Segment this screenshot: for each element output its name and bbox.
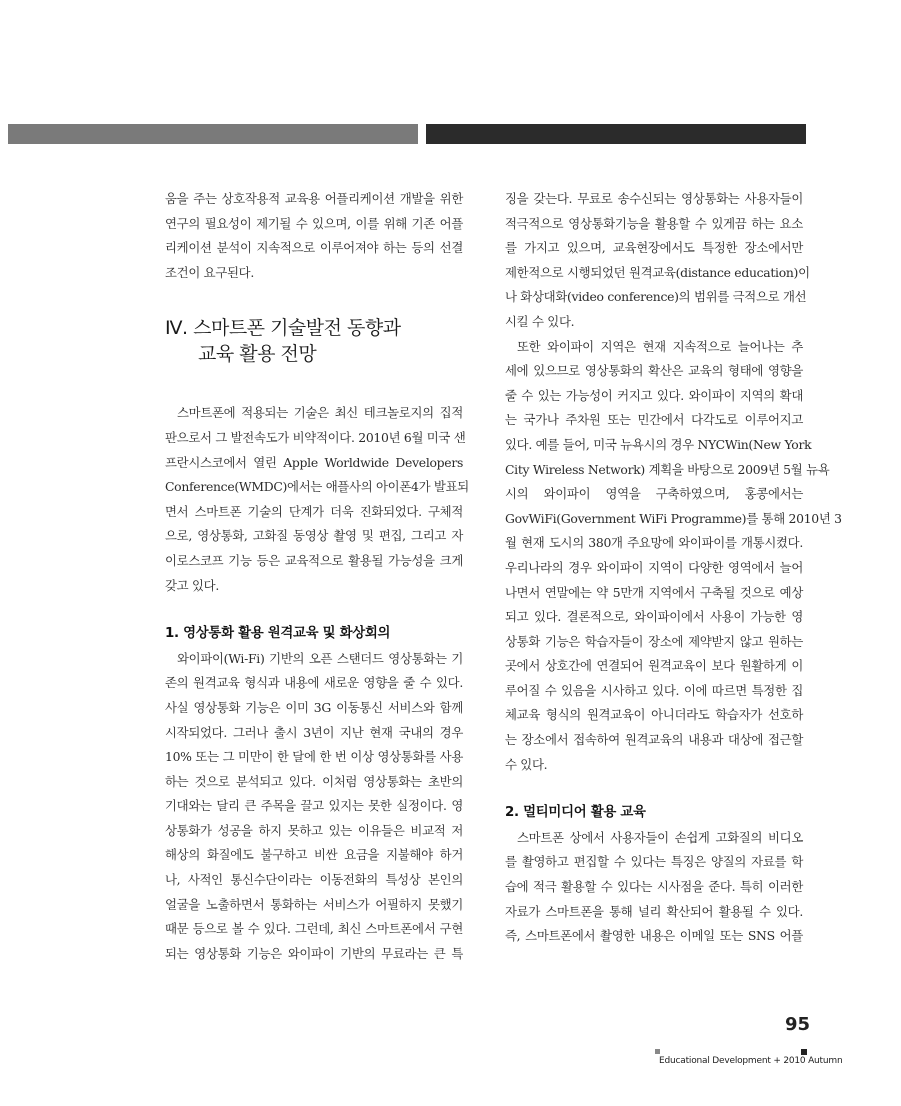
section-heading-line1: Ⅳ. 스마트폰 기술발전 동향과: [165, 317, 401, 340]
text-line: 또한 와이파이 지역은 현재 지속적으로 늘어나는 추: [517, 338, 803, 354]
text-line: 수 있다.: [505, 756, 548, 772]
footer-square-icon: [801, 1049, 807, 1055]
text-line: 루어질 수 있음을 시사하고 있다. 이에 따르면 특정한 집: [505, 682, 803, 698]
text-line: 스마트폰에 적용되는 기술은 최신 테크놀로지의 집적: [177, 405, 463, 421]
subsection2-paragraph: [505, 826, 803, 949]
text-line: 기대와는 달리 큰 주목을 끌고 있지는 못한 실정이다. 영: [165, 798, 463, 814]
text-line: 하는 것으로 분석되고 있다. 이처럼 영상통화는 초반의: [165, 773, 463, 789]
text-line: 면서 스마트폰 기술의 단계가 더욱 진화되었다. 구체적: [165, 503, 463, 519]
text-line: Conference(WMDC)에서는 애플사의 아이폰4가 발표되: [165, 479, 469, 495]
text-line: 때문 등으로 볼 수 있다. 그런데, 최신 스마트폰에서 구현: [165, 921, 463, 937]
text-line: 는 국가나 주차원 또는 민간에서 다각도로 이루어지고: [505, 412, 803, 428]
subsection-heading-2: 2. 멀티미디어 활용 교육: [505, 805, 646, 821]
text-line: 프란시스코에서 열린 Apple Worldwide Developers: [165, 454, 463, 470]
text-line: 으로, 영상통화, 고화질 동영상 촬영 및 편집, 그리고 자: [165, 528, 463, 544]
text-line: 즉, 스마트폰에서 촬영한 내용은 이메일 또는 SNS 어플: [505, 928, 803, 944]
text-line: 시의 와이파이 영역을 구축하였으며, 홍콩에서는: [505, 486, 803, 502]
section-paragraph: [165, 401, 469, 598]
text-line: 해상의 화질에도 불구하고 비싼 요금을 지불해야 하거: [165, 847, 463, 863]
text-line: 세에 있으므로 영상통화의 확산은 교육의 형태에 영향을: [505, 363, 803, 379]
text-line: 시킬 수 있다.: [505, 313, 575, 329]
subsection-heading-1: 1. 영상통화 활용 원격교육 및 화상회의: [165, 626, 391, 642]
text-line: 움을 주는 상호작용적 교육용 어플리케이션 개발을 위한: [165, 191, 463, 206]
text-line: 곳에서 상호간에 연결되어 원격교육이 보다 원활하게 이: [505, 658, 803, 674]
text-line: 나면서 연말에는 약 5만개 지역에서 구축될 것으로 예상: [505, 584, 803, 600]
text-line: 갖고 있다.: [165, 577, 219, 593]
intro-paragraph: [165, 187, 463, 285]
text-line: 조건이 요구된다.: [165, 264, 254, 280]
text-line: 적극적으로 영상통화기능을 활용할 수 있게끔 하는 요소: [505, 215, 803, 231]
text-line: 되고 있다. 결론적으로, 와이파이에서 사용이 가능한 영: [505, 609, 803, 625]
text-line: 나, 사적인 통신수단이라는 이동전화의 특성상 본인의: [165, 872, 463, 888]
text-line: 와이파이(Wi-Fi) 기반의 오픈 스탠더드 영상통화는 기: [177, 650, 463, 666]
text-line: 시작되었다. 그러나 출시 3년이 지난 현재 국내의 경우: [165, 724, 463, 740]
section-heading: [165, 315, 463, 367]
section-heading-line2: 교육 활용 전망: [198, 343, 317, 366]
text-line: 습에 적극 활용할 수 있다는 시사점을 준다. 특히 이러한: [505, 879, 803, 895]
text-line: 10% 또는 그 미만이 한 달에 한 번 이상 영상통화를 사용: [165, 749, 463, 765]
text-line: City Wireless Network) 계획을 바탕으로 2009년 5월 뉴욕: [505, 461, 830, 477]
spacer: [165, 598, 463, 622]
text-line: 존의 원격교육 형식과 내용에 새로운 영향을 줄 수 있다.: [165, 675, 463, 691]
text-line: 제한적으로 시행되었던 원격교육(distance education)이: [505, 264, 810, 280]
text-line: 있다. 예를 들어, 미국 뉴욕시의 경우 NYCWin(New York: [505, 436, 812, 452]
text-line: 를 촬영하고 편집할 수 있다는 특징은 양질의 자료를 학: [505, 854, 803, 870]
publication-footer: Educational Development + 2010 Autumn: [659, 1056, 843, 1066]
text-line: 나 화상대화(video conference)의 범위를 극적으로 개선: [505, 289, 807, 305]
text-line: 이로스코프 기능 등은 교육적으로 활용될 가능성을 크게: [165, 552, 463, 568]
text-line: 줄 수 있는 가능성이 커지고 있다. 와이파이 지역의 확대: [505, 387, 803, 403]
text-line: 상통화가 성공을 하지 못하고 있는 이유들은 비교적 저: [165, 822, 463, 838]
right-paragraph-1: [505, 187, 810, 335]
text-line: 스마트폰 상에서 사용자들이 손쉽게 고화질의 비디오: [517, 829, 803, 845]
text-line: 사실 영상통화 기능은 이미 3G 이동통신 서비스와 함께: [165, 699, 463, 715]
text-line: 되는 영상통화 기능은 와이파이 기반의 무료라는 큰 특: [165, 945, 463, 961]
text-line: 월 현재 도시의 380개 주요망에 와이파이를 개통시켰다.: [505, 535, 803, 551]
right-paragraph-2: [505, 335, 842, 778]
text-line: GovWiFi(Government WiFi Programme)를 통해 2010년 3: [505, 510, 842, 526]
right-column: [505, 187, 842, 949]
page-number: 95: [785, 1014, 811, 1035]
text-line: 상통화 기능은 학습자들이 장소에 제약받지 않고 원하는: [505, 633, 803, 649]
text-line: 징을 갖는다. 무료로 송수신되는 영상통화는 사용자들이: [505, 191, 803, 206]
spacer: [505, 777, 803, 801]
left-column: [165, 187, 469, 966]
subsection1-paragraph: [165, 647, 463, 967]
text-line: 얼굴을 노출하면서 통화하는 서비스가 어필하지 못했기: [165, 896, 463, 912]
text-line: 우리나라의 경우 와이파이 지역이 다양한 영역에서 늘어: [505, 559, 803, 575]
text-line: 는 장소에서 접속하여 원격교육의 내용과 대상에 접근할: [505, 732, 803, 748]
text-line: 연구의 필요성이 제기될 수 있으며, 이를 위해 기존 어플: [165, 215, 463, 231]
text-line: 판으로서 그 발전속도가 비약적이다. 2010년 6월 미국 샌: [165, 429, 466, 445]
text-line: 체교육 형식의 원격교육이 아니더라도 학습자가 선호하: [505, 707, 803, 723]
header-bar-dark: [426, 124, 806, 144]
footer-square-icon: [655, 1049, 660, 1054]
text-line: 리케이션 분석이 지속적으로 이루어져야 하는 등의 선결: [165, 240, 463, 256]
header-bar-light: [8, 124, 418, 144]
text-line: 자료가 스마트폰을 통해 널리 확산되어 활용될 수 있다.: [505, 903, 803, 919]
text-line: 를 가지고 있으며, 교육현장에서도 특정한 장소에서만: [505, 240, 803, 256]
